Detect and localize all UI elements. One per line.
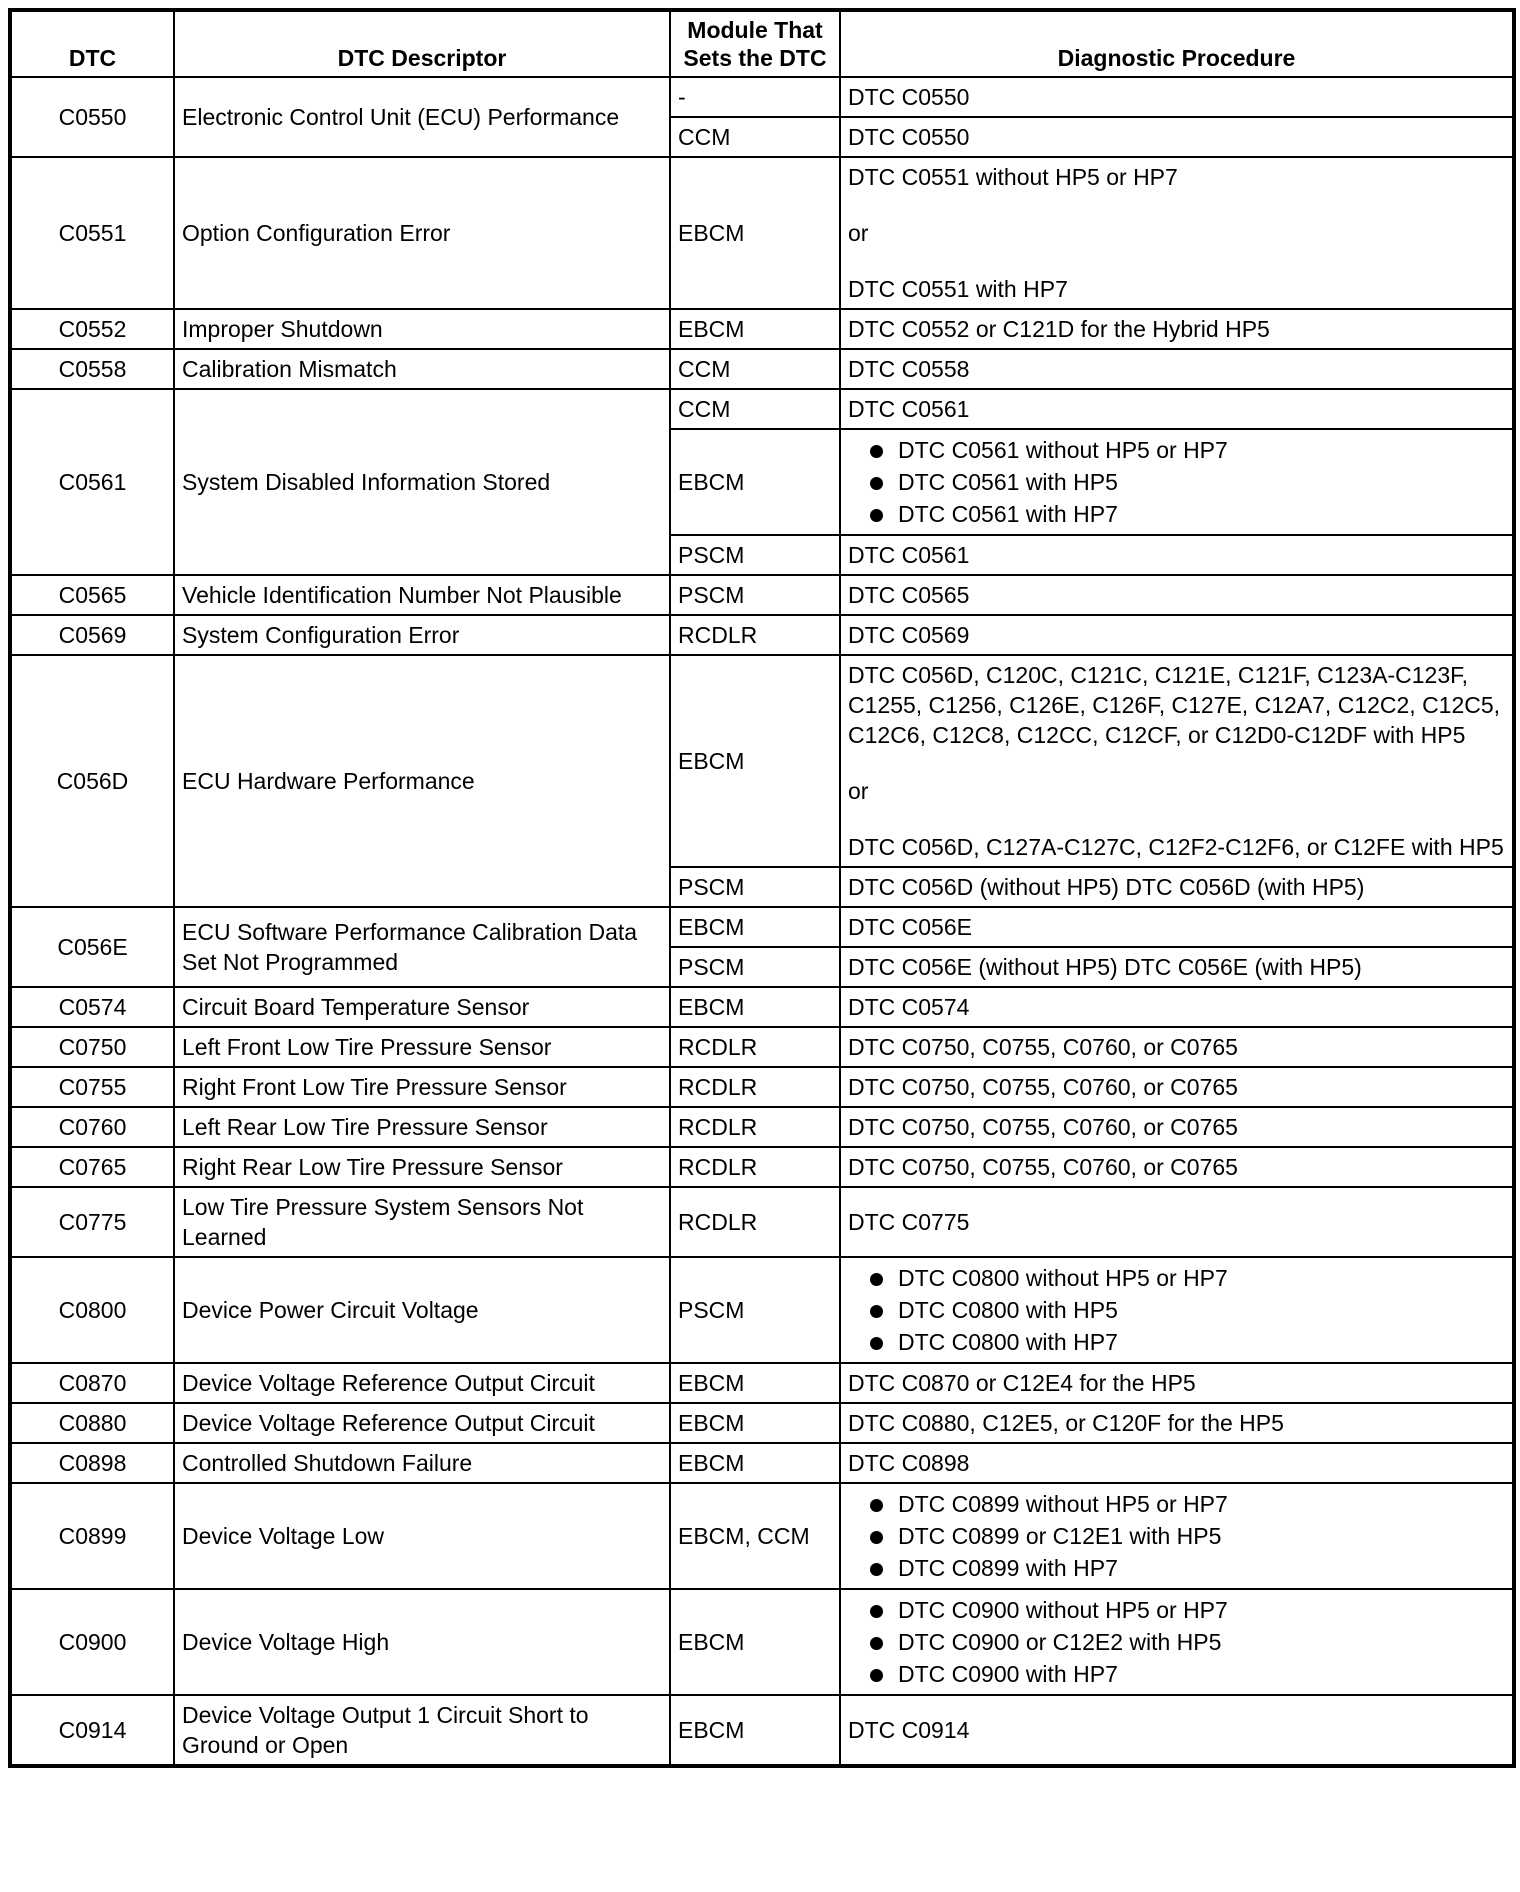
procedure-text: DTC C0750, C0755, C0760, or C0765 — [848, 1154, 1238, 1180]
module-cell: EBCM — [670, 1363, 840, 1403]
dtc-code-cell: C0550 — [10, 77, 174, 157]
table-row — [10, 1187, 1514, 1257]
dtc-code-cell: C0569 — [10, 615, 174, 655]
dtc-code-cell: C0552 — [10, 309, 174, 349]
dtc-descriptor-cell: Calibration Mismatch — [174, 349, 670, 389]
procedure-text: or — [848, 778, 869, 804]
table-row — [10, 1589, 1514, 1695]
procedure-text: DTC C056E — [848, 914, 972, 940]
dtc-code-cell: C0800 — [10, 1257, 174, 1363]
procedure-cell — [840, 1695, 1514, 1766]
module-cell: PSCM — [670, 535, 840, 575]
procedure-bullet-list — [848, 1488, 1505, 1584]
dtc-code-cell: C056E — [10, 907, 174, 987]
procedure-cell — [840, 1027, 1514, 1067]
procedure-cell — [840, 535, 1514, 575]
table-row — [10, 655, 1514, 867]
module-cell: RCDLR — [670, 1067, 840, 1107]
module-cell: RCDLR — [670, 1147, 840, 1187]
dtc-descriptor-cell: ECU Software Performance Calibration Data Set Not Programmed — [174, 907, 670, 987]
procedure-text: DTC C056D, C120C, C121C, C121E, C121F, C123A-C123F, C1255, C1256, C126E, C126F, C127E, C12A7, C12C2, C12C5, C12C6, C12C8, C12CC, C12CF, or C12D0-C12DF with HP5 — [848, 662, 1501, 748]
module-cell: EBCM — [670, 429, 840, 535]
header-module-line1: Module That — [687, 17, 823, 43]
procedure-cell — [840, 309, 1514, 349]
module-cell: EBCM, CCM — [670, 1483, 840, 1589]
procedure-cell — [840, 1363, 1514, 1403]
module-cell: RCDLR — [670, 1107, 840, 1147]
procedure-cell — [840, 1107, 1514, 1147]
procedure-cell — [840, 575, 1514, 615]
dtc-code-cell: C0574 — [10, 987, 174, 1027]
module-cell: EBCM — [670, 1589, 840, 1695]
procedure-text: DTC C0550 — [848, 84, 970, 110]
table-row — [10, 1147, 1514, 1187]
table-row — [10, 1257, 1514, 1363]
procedure-text: DTC C056E (without HP5) DTC C056E (with HP5) — [848, 954, 1362, 980]
dtc-descriptor-cell: Improper Shutdown — [174, 309, 670, 349]
procedure-cell — [840, 1483, 1514, 1589]
procedure-cell — [840, 987, 1514, 1027]
procedure-cell — [840, 1403, 1514, 1443]
dtc-code-cell: C056D — [10, 655, 174, 907]
dtc-descriptor-cell: Vehicle Identification Number Not Plausible — [174, 575, 670, 615]
table-row — [10, 575, 1514, 615]
procedure-text: DTC C0561 — [848, 396, 970, 422]
dtc-code-cell: C0565 — [10, 575, 174, 615]
procedure-text: DTC C0569 — [848, 622, 970, 648]
procedure-text: DTC C0775 — [848, 1209, 970, 1235]
procedure-text: or — [848, 220, 869, 246]
dtc-code-cell: C0900 — [10, 1589, 174, 1695]
procedure-cell — [840, 1067, 1514, 1107]
procedure-cell — [840, 117, 1514, 157]
module-cell: CCM — [670, 117, 840, 157]
module-cell: PSCM — [670, 575, 840, 615]
procedure-cell — [840, 947, 1514, 987]
procedure-cell — [840, 1257, 1514, 1363]
table-row — [10, 987, 1514, 1027]
table-row — [10, 1363, 1514, 1403]
module-cell: RCDLR — [670, 615, 840, 655]
module-cell: - — [670, 77, 840, 117]
procedure-text: DTC C0914 — [848, 1717, 970, 1743]
module-cell: CCM — [670, 349, 840, 389]
procedure-cell — [840, 655, 1514, 867]
procedure-text: DTC C0551 without HP5 or HP7 — [848, 164, 1178, 190]
dtc-descriptor-cell: Controlled Shutdown Failure — [174, 1443, 670, 1483]
header-descriptor: DTC Descriptor — [174, 10, 670, 77]
module-cell: EBCM — [670, 309, 840, 349]
module-cell: EBCM — [670, 907, 840, 947]
module-cell: PSCM — [670, 947, 840, 987]
procedure-text: DTC C0750, C0755, C0760, or C0765 — [848, 1074, 1238, 1100]
dtc-descriptor-cell: Right Front Low Tire Pressure Sensor — [174, 1067, 670, 1107]
procedure-bullet-list — [848, 1262, 1505, 1358]
procedure-text: DTC C0750, C0755, C0760, or C0765 — [848, 1114, 1238, 1140]
dtc-descriptor-cell: ECU Hardware Performance — [174, 655, 670, 907]
procedure-bullet-item: DTC C0900 with HP7 — [848, 1658, 1505, 1690]
procedure-text: DTC C0574 — [848, 994, 970, 1020]
table-row — [10, 1695, 1514, 1766]
procedure-bullet-list — [848, 434, 1505, 530]
module-cell: PSCM — [670, 867, 840, 907]
procedure-cell — [840, 907, 1514, 947]
dtc-code-cell: C0914 — [10, 1695, 174, 1766]
procedure-bullet-item: DTC C0800 without HP5 or HP7 — [848, 1262, 1505, 1294]
dtc-code-cell: C0561 — [10, 389, 174, 575]
dtc-descriptor-cell: Device Voltage Low — [174, 1483, 670, 1589]
procedure-bullet-item: DTC C0899 or C12E1 with HP5 — [848, 1520, 1505, 1552]
dtc-code-cell: C0558 — [10, 349, 174, 389]
procedure-text: DTC C0565 — [848, 582, 970, 608]
procedure-bullet-list — [848, 1594, 1505, 1690]
table-row — [10, 77, 1514, 117]
header-module — [670, 10, 840, 77]
module-cell: CCM — [670, 389, 840, 429]
procedure-bullet-item: DTC C0800 with HP5 — [848, 1294, 1505, 1326]
header-dtc: DTC — [10, 10, 174, 77]
procedure-cell — [840, 77, 1514, 117]
procedure-text: DTC C0558 — [848, 356, 970, 382]
dtc-code-cell: C0775 — [10, 1187, 174, 1257]
procedure-cell — [840, 1443, 1514, 1483]
procedure-cell — [840, 349, 1514, 389]
table-row — [10, 157, 1514, 309]
procedure-cell — [840, 1589, 1514, 1695]
table-row — [10, 1483, 1514, 1589]
procedure-cell — [840, 429, 1514, 535]
module-cell: EBCM — [670, 987, 840, 1027]
dtc-descriptor-cell: Right Rear Low Tire Pressure Sensor — [174, 1147, 670, 1187]
dtc-descriptor-cell: System Configuration Error — [174, 615, 670, 655]
procedure-cell — [840, 867, 1514, 907]
dtc-code-cell: C0898 — [10, 1443, 174, 1483]
table-row — [10, 907, 1514, 947]
module-cell: EBCM — [670, 157, 840, 309]
table-row — [10, 1107, 1514, 1147]
procedure-cell — [840, 389, 1514, 429]
procedure-text: DTC C0561 — [848, 542, 970, 568]
table-row — [10, 389, 1514, 429]
dtc-descriptor-cell: Left Rear Low Tire Pressure Sensor — [174, 1107, 670, 1147]
procedure-cell — [840, 1147, 1514, 1187]
procedure-bullet-item: DTC C0899 without HP5 or HP7 — [848, 1488, 1505, 1520]
procedure-text: DTC C0898 — [848, 1450, 970, 1476]
procedure-text: DTC C0552 or C121D for the Hybrid HP5 — [848, 316, 1270, 342]
procedure-bullet-item: DTC C0561 with HP5 — [848, 466, 1505, 498]
module-cell: RCDLR — [670, 1187, 840, 1257]
dtc-descriptor-cell: Circuit Board Temperature Sensor — [174, 987, 670, 1027]
dtc-descriptor-cell: Device Voltage Reference Output Circuit — [174, 1363, 670, 1403]
procedure-bullet-item: DTC C0561 without HP5 or HP7 — [848, 434, 1505, 466]
header-module-line2: Sets the DTC — [683, 45, 827, 71]
dtc-descriptor-cell: Option Configuration Error — [174, 157, 670, 309]
procedure-cell — [840, 615, 1514, 655]
procedure-bullet-item: DTC C0899 with HP7 — [848, 1552, 1505, 1584]
procedure-text: DTC C0550 — [848, 124, 970, 150]
dtc-code-cell: C0899 — [10, 1483, 174, 1589]
dtc-code-cell: C0750 — [10, 1027, 174, 1067]
dtc-descriptor-cell: Electronic Control Unit (ECU) Performance — [174, 77, 670, 157]
table-row — [10, 1403, 1514, 1443]
dtc-descriptor-cell: System Disabled Information Stored — [174, 389, 670, 575]
dtc-table — [8, 8, 1516, 1768]
dtc-descriptor-cell: Device Power Circuit Voltage — [174, 1257, 670, 1363]
procedure-text: DTC C056D (without HP5) DTC C056D (with HP5) — [848, 874, 1365, 900]
dtc-descriptor-cell: Device Voltage High — [174, 1589, 670, 1695]
procedure-cell — [840, 1187, 1514, 1257]
procedure-text: DTC C0880, C12E5, or C120F for the HP5 — [848, 1410, 1284, 1436]
module-cell: EBCM — [670, 1443, 840, 1483]
procedure-bullet-item: DTC C0900 or C12E2 with HP5 — [848, 1626, 1505, 1658]
dtc-descriptor-cell: Left Front Low Tire Pressure Sensor — [174, 1027, 670, 1067]
module-cell: PSCM — [670, 1257, 840, 1363]
dtc-descriptor-cell: Device Voltage Output 1 Circuit Short to Ground or Open — [174, 1695, 670, 1766]
procedure-text: DTC C0750, C0755, C0760, or C0765 — [848, 1034, 1238, 1060]
table-row — [10, 1443, 1514, 1483]
dtc-code-cell: C0760 — [10, 1107, 174, 1147]
header-procedure: Diagnostic Procedure — [840, 10, 1514, 77]
table-row — [10, 1067, 1514, 1107]
module-cell: RCDLR — [670, 1027, 840, 1067]
dtc-code-cell: C0870 — [10, 1363, 174, 1403]
dtc-descriptor-cell: Low Tire Pressure System Sensors Not Learned — [174, 1187, 670, 1257]
procedure-text: DTC C056D, C127A-C127C, C12F2-C12F6, or C12FE with HP5 — [848, 834, 1504, 860]
table-row — [10, 309, 1514, 349]
dtc-descriptor-cell: Device Voltage Reference Output Circuit — [174, 1403, 670, 1443]
dtc-code-cell: C0880 — [10, 1403, 174, 1443]
dtc-code-cell: C0765 — [10, 1147, 174, 1187]
procedure-text: DTC C0551 with HP7 — [848, 276, 1068, 302]
module-cell: EBCM — [670, 655, 840, 867]
procedure-bullet-item: DTC C0800 with HP7 — [848, 1326, 1505, 1358]
procedure-text: DTC C0870 or C12E4 for the HP5 — [848, 1370, 1196, 1396]
procedure-bullet-item: DTC C0900 without HP5 or HP7 — [848, 1594, 1505, 1626]
table-row — [10, 615, 1514, 655]
module-cell: EBCM — [670, 1403, 840, 1443]
module-cell: EBCM — [670, 1695, 840, 1766]
dtc-code-cell: C0755 — [10, 1067, 174, 1107]
procedure-bullet-item: DTC C0561 with HP7 — [848, 498, 1505, 530]
table-row — [10, 349, 1514, 389]
table-header-row — [10, 10, 1514, 77]
dtc-code-cell: C0551 — [10, 157, 174, 309]
table-body — [10, 77, 1514, 1766]
table-row — [10, 1027, 1514, 1067]
procedure-cell — [840, 157, 1514, 309]
